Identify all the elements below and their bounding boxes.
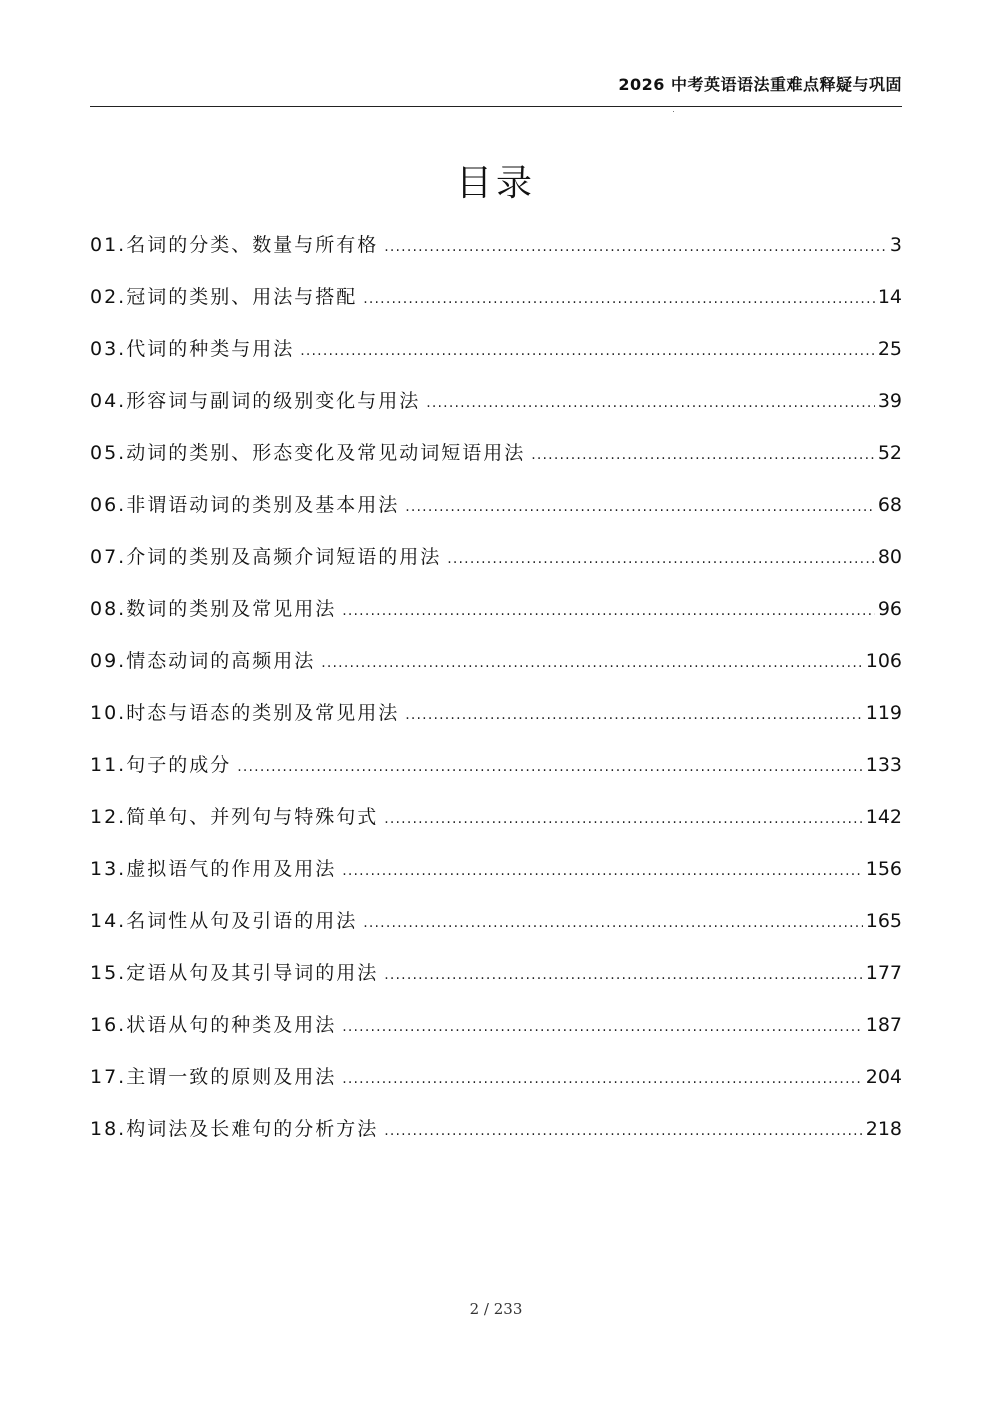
toc-entry[interactable]	[90, 490, 902, 542]
toc-dot-leader	[363, 915, 863, 931]
toc-entry[interactable]	[90, 802, 902, 854]
toc-entry-page: 204	[865, 1066, 902, 1088]
toc-entry[interactable]	[90, 282, 902, 334]
toc-entry-label: 09.情态动词的高频用法	[90, 650, 316, 672]
toc-entry-label: 10.时态与语态的类别及常见用法	[90, 702, 400, 724]
toc-entry-label: 18.构词法及长难句的分析方法	[90, 1118, 379, 1140]
toc-entry-label: 13.虚拟语气的作用及用法	[90, 858, 337, 880]
toc-dot-leader	[426, 395, 875, 411]
toc-entry-page: 106	[865, 650, 902, 672]
toc-entry-label: 01.名词的分类、数量与所有格	[90, 234, 379, 256]
toc-dot-leader	[342, 603, 875, 619]
toc-dot-leader	[531, 447, 875, 463]
toc-entry[interactable]	[90, 334, 902, 386]
toc-dot-leader	[384, 967, 863, 983]
toc-entry-page: 68	[877, 494, 902, 516]
toc-entry-page: 119	[865, 702, 902, 724]
toc-entry-page: 14	[877, 286, 902, 308]
toc-entry[interactable]	[90, 1010, 902, 1062]
toc-entry-label: 03.代词的种类与用法	[90, 338, 295, 360]
toc-entry[interactable]	[90, 958, 902, 1010]
toc-entry[interactable]	[90, 594, 902, 646]
toc-dot-leader	[321, 655, 863, 671]
toc-entry-page: 52	[877, 442, 902, 464]
page-title: 目录	[455, 163, 536, 204]
table-of-contents	[90, 230, 902, 1166]
toc-entry-page: 218	[865, 1118, 902, 1140]
toc-entry-page: 177	[865, 962, 902, 984]
toc-dot-leader	[363, 291, 875, 307]
toc-entry-label: 12.简单句、并列句与特殊句式	[90, 806, 379, 828]
toc-entry-label: 17.主谓一致的原则及用法	[90, 1066, 337, 1088]
page-number: 2 / 233	[469, 1300, 523, 1318]
header-title: 2026 中考英语语法重难点释疑与巩固	[618, 75, 902, 94]
header-divider	[90, 106, 902, 107]
toc-entry-page: 187	[865, 1014, 902, 1036]
toc-dot-leader	[384, 1123, 863, 1139]
toc-entry[interactable]	[90, 698, 902, 750]
toc-entry[interactable]	[90, 854, 902, 906]
toc-entry[interactable]	[90, 542, 902, 594]
toc-entry[interactable]	[90, 646, 902, 698]
toc-entry[interactable]	[90, 386, 902, 438]
toc-entry-page: 39	[877, 390, 902, 412]
toc-entry-page: 80	[877, 546, 902, 568]
toc-entry-page: 96	[877, 598, 902, 620]
toc-dot-leader	[342, 863, 863, 879]
toc-entry[interactable]	[90, 1062, 902, 1114]
toc-entry[interactable]	[90, 438, 902, 490]
toc-entry[interactable]	[90, 906, 902, 958]
toc-entry-label: 04.形容词与副词的级别变化与用法	[90, 390, 421, 412]
toc-entry-label: 15.定语从句及其引导词的用法	[90, 962, 379, 984]
toc-dot-leader	[447, 551, 875, 567]
toc-entry-label: 07.介词的类别及高频介词短语的用法	[90, 546, 442, 568]
toc-entry-page: 165	[865, 910, 902, 932]
toc-dot-leader	[384, 239, 887, 255]
toc-entry[interactable]	[90, 230, 902, 282]
toc-entry-label: 16.状语从句的种类及用法	[90, 1014, 337, 1036]
toc-dot-leader	[405, 499, 875, 515]
toc-entry-page: 3	[889, 234, 902, 256]
header-speck	[673, 111, 674, 112]
toc-entry-label: 08.数词的类别及常见用法	[90, 598, 337, 620]
toc-entry-label: 06.非谓语动词的类别及基本用法	[90, 494, 400, 516]
toc-dot-leader	[237, 759, 863, 775]
toc-entry-label: 02.冠词的类别、用法与搭配	[90, 286, 358, 308]
toc-entry[interactable]	[90, 1114, 902, 1166]
toc-entry[interactable]	[90, 750, 902, 802]
toc-dot-leader	[300, 343, 875, 359]
toc-entry-label: 05.动词的类别、形态变化及常见动词短语用法	[90, 442, 526, 464]
toc-entry-page: 25	[877, 338, 902, 360]
toc-dot-leader	[342, 1071, 863, 1087]
toc-dot-leader	[405, 707, 863, 723]
toc-entry-page: 156	[865, 858, 902, 880]
toc-entry-label: 11.句子的成分	[90, 754, 232, 776]
toc-entry-label: 14.名词性从句及引语的用法	[90, 910, 358, 932]
toc-entry-page: 142	[865, 806, 902, 828]
toc-dot-leader	[384, 811, 863, 827]
toc-entry-page: 133	[865, 754, 902, 776]
toc-dot-leader	[342, 1019, 863, 1035]
